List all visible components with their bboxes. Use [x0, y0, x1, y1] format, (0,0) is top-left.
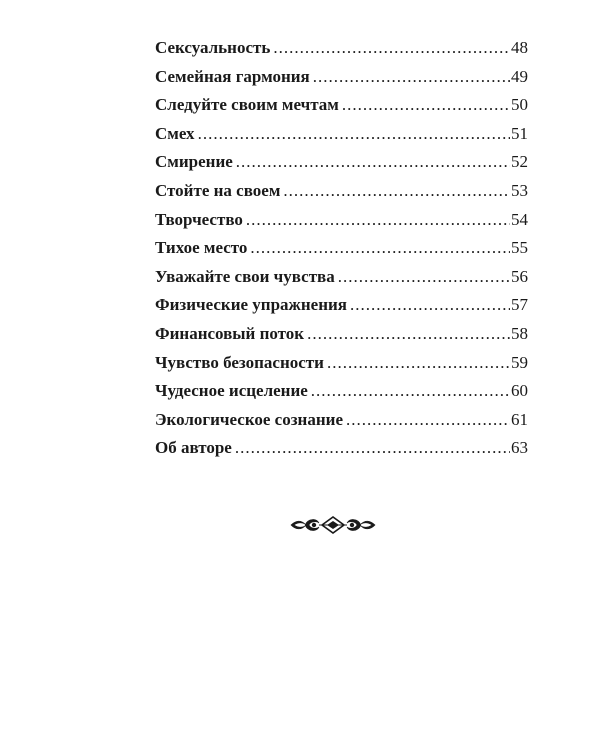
toc-entry-page: 50	[511, 95, 528, 115]
toc-dot-leader	[307, 324, 510, 344]
toc-entry-page: 60	[511, 381, 528, 401]
toc-dot-leader	[235, 438, 510, 458]
toc-entry-title: Финансовый поток	[155, 323, 305, 343]
toc-entry	[155, 324, 528, 353]
toc-entry	[155, 124, 528, 153]
toc-entry-page: 52	[511, 152, 528, 172]
toc-entry-page: 54	[511, 209, 528, 229]
toc-entry	[155, 238, 528, 267]
toc-entry-page: 63	[511, 438, 528, 458]
toc-dot-leader	[342, 95, 510, 115]
toc-dot-leader	[273, 38, 510, 58]
toc-entry	[155, 381, 528, 410]
toc-dot-leader	[246, 210, 510, 230]
toc-entry	[155, 295, 528, 324]
toc-entry-title: Чудесное исцеление	[155, 381, 308, 401]
toc-entry-page: 51	[511, 123, 528, 143]
toc-dot-leader	[236, 152, 510, 172]
toc-entry-title: Тихое место	[155, 238, 248, 258]
toc-dot-leader	[327, 353, 510, 373]
toc-entry-title: Уважайте свои чувства	[155, 266, 335, 286]
toc-entry	[155, 353, 528, 382]
decorative-vignette-icon	[290, 514, 376, 536]
toc-entry-page: 56	[511, 266, 528, 286]
toc-entry-title: Сексуальность	[155, 38, 271, 57]
toc-entry	[155, 267, 528, 296]
toc-dot-leader	[250, 238, 510, 258]
toc-entry-page: 55	[511, 238, 528, 258]
toc-entry	[155, 210, 528, 239]
toc-entry-title: Физические упражнения	[155, 295, 347, 315]
toc-entry	[155, 181, 528, 210]
toc-entry-title: Следуйте своим мечтам	[155, 95, 339, 115]
toc-dot-leader	[346, 410, 510, 430]
toc-dot-leader	[311, 381, 510, 401]
toc-entry-title: Стойте на своем	[155, 180, 281, 200]
toc-entry	[155, 67, 528, 96]
toc-entry	[155, 152, 528, 181]
toc-entry-title: Чувство безопасности	[155, 352, 324, 372]
toc-entry	[155, 38, 528, 67]
toc-entry-title: Экологическое сознание	[155, 409, 343, 429]
toc-entry	[155, 95, 528, 124]
toc-entry-title: Об авторе	[155, 438, 232, 458]
toc-entry-page: 48	[511, 38, 528, 57]
toc-entry-title: Смирение	[155, 152, 233, 172]
toc-dot-leader	[313, 67, 510, 87]
table-of-contents	[155, 38, 528, 467]
toc-entry-page: 61	[511, 409, 528, 429]
toc-entry-page: 58	[511, 323, 528, 343]
toc-dot-leader	[338, 267, 510, 287]
toc-entry	[155, 438, 528, 467]
toc-entry-title: Творчество	[155, 209, 243, 229]
toc-dot-leader	[350, 295, 510, 315]
toc-dot-leader	[198, 124, 510, 144]
toc-entry-title: Смех	[155, 123, 195, 143]
toc-entry-page: 57	[511, 295, 528, 315]
toc-entry-page: 59	[511, 352, 528, 372]
toc-entry	[155, 410, 528, 439]
toc-entry-page: 53	[511, 180, 528, 200]
toc-dot-leader	[283, 181, 510, 201]
toc-entry-title: Семейная гармония	[155, 66, 310, 86]
toc-entry-page: 49	[511, 66, 528, 86]
